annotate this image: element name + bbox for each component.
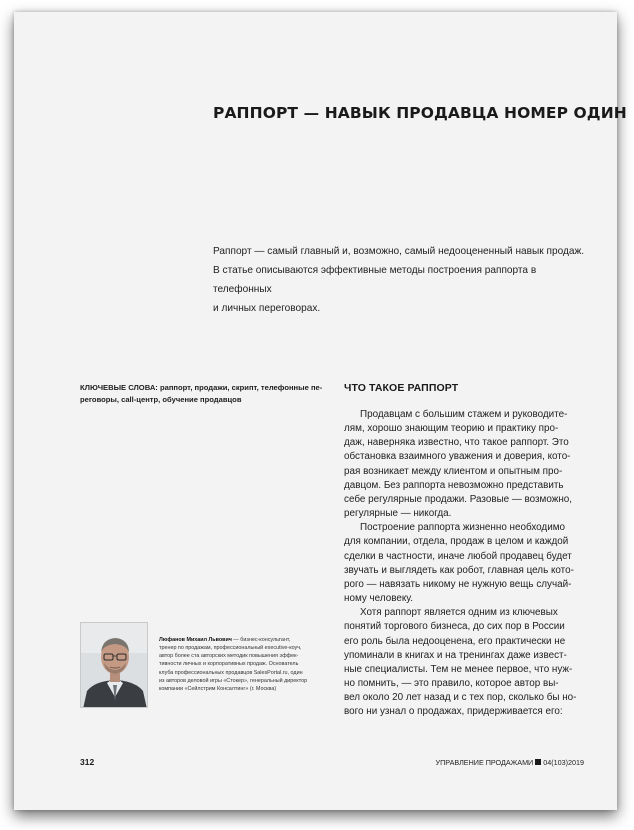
body-line: давцом. Без раппорта невозможно представить [344,479,564,491]
lead-line: Раппорт — самый главный и, возможно, самый недооцененный навык продаж. [213,246,585,257]
page-number: 312 [80,757,95,767]
body-line: звучать и выглядеть как робот, главная цель кото- [344,564,574,576]
body-line: понятий торгового бизнеса, до сих пор в России [344,621,565,633]
author-bio-line: тренер по продажам, профессиональный executive-коуч, [159,645,302,652]
author-photo [80,622,148,708]
author-bio-line: компании «Сейлстрим Консалтинг» (г. Москва) [159,685,277,692]
journal-issue: 04(103)2019 [543,758,584,767]
black-square-icon [535,759,541,765]
body-line: упоминали в книгах и на тренингах даже извест- [344,649,567,661]
keywords-line: реговоры, call-центр, обучение продавцов [80,394,242,404]
author-bio-line: из авторов деловой игры «Стокер», генеральный директор [159,677,308,684]
lead-line: В статье описываются эффективные методы построения раппорта в телефонных [213,265,537,295]
author-bio [159,636,339,693]
body-line: регулярные — никогда. [344,508,452,520]
lead-line: и личных переговорах. [213,303,321,314]
body-line: Построение раппорта жизненно необходимо [360,522,565,534]
body-line: Хотя раппорт является одним из ключевых [360,607,558,619]
body-line: сделки в частности, иначе любой продавец будет [344,550,572,562]
author-bio-line [159,636,339,644]
author-bio-line: клуба профессиональных продавцов SalesPortal.ru, один [159,669,303,676]
author-bio-line: автор более ста авторских методик повышения эффек- [159,653,299,660]
body-line: вого ни узнал о продажах, придерживается его: [344,706,563,718]
keywords-block [80,382,335,405]
author-name: Люфанов Михаил Львович [159,637,232,643]
body-line: вел около 20 лет назад и с тех пор, сколько бы но- [344,692,577,704]
journal-footer [436,758,584,767]
body-line: Продавцам с большим стажем и руководите- [360,409,568,420]
author-bio-text: — бизнес-консультант, [231,637,291,643]
author-bio-line: тивности личных и корпоративных продаж. Основатель [159,661,299,668]
journal-name: УПРАВЛЕНИЕ ПРОДАЖАМИ [435,758,534,767]
article-title: РАППОРТ — НАВЫК ПРОДАВЦА НОМЕР ОДИН [213,104,627,122]
keywords-label: КЛЮЧЕВЫЕ СЛОВА: [80,383,158,392]
body-line: даж, наверняка известно, что такое раппорт. Это [344,437,569,449]
body-line: обстановка взаимного уважения и доверия, кото- [344,451,571,463]
magazine-page [14,12,627,810]
section-heading: ЧТО ТАКОЕ РАППОРТ [344,382,459,394]
body-line: рого — навязать никому не нужную вещь случай- [344,578,572,590]
body-line: ному человеку. [344,593,413,605]
body-line: рая возникает между клиентом и опытным про- [344,465,563,477]
author-portrait-image [81,623,148,708]
body-line: для компании, отдела, продаж в целом и каждой [344,536,569,548]
body-line: его роль была недооценена, его практически не [344,635,566,647]
article-lead [213,242,593,318]
body-line: но помнить, — это правило, которое автор вы- [344,677,559,689]
article-body [344,408,594,719]
body-line: лям, хорошо знающим теорию и практику про- [344,423,559,435]
body-line: себе регулярные продажи. Разовые — возможно, [344,493,573,505]
body-line: ные специалисты. Тем не менее первое, что нуж- [344,663,573,675]
keywords-line: раппорт, продажи, скрипт, телефонные пе- [157,383,323,392]
